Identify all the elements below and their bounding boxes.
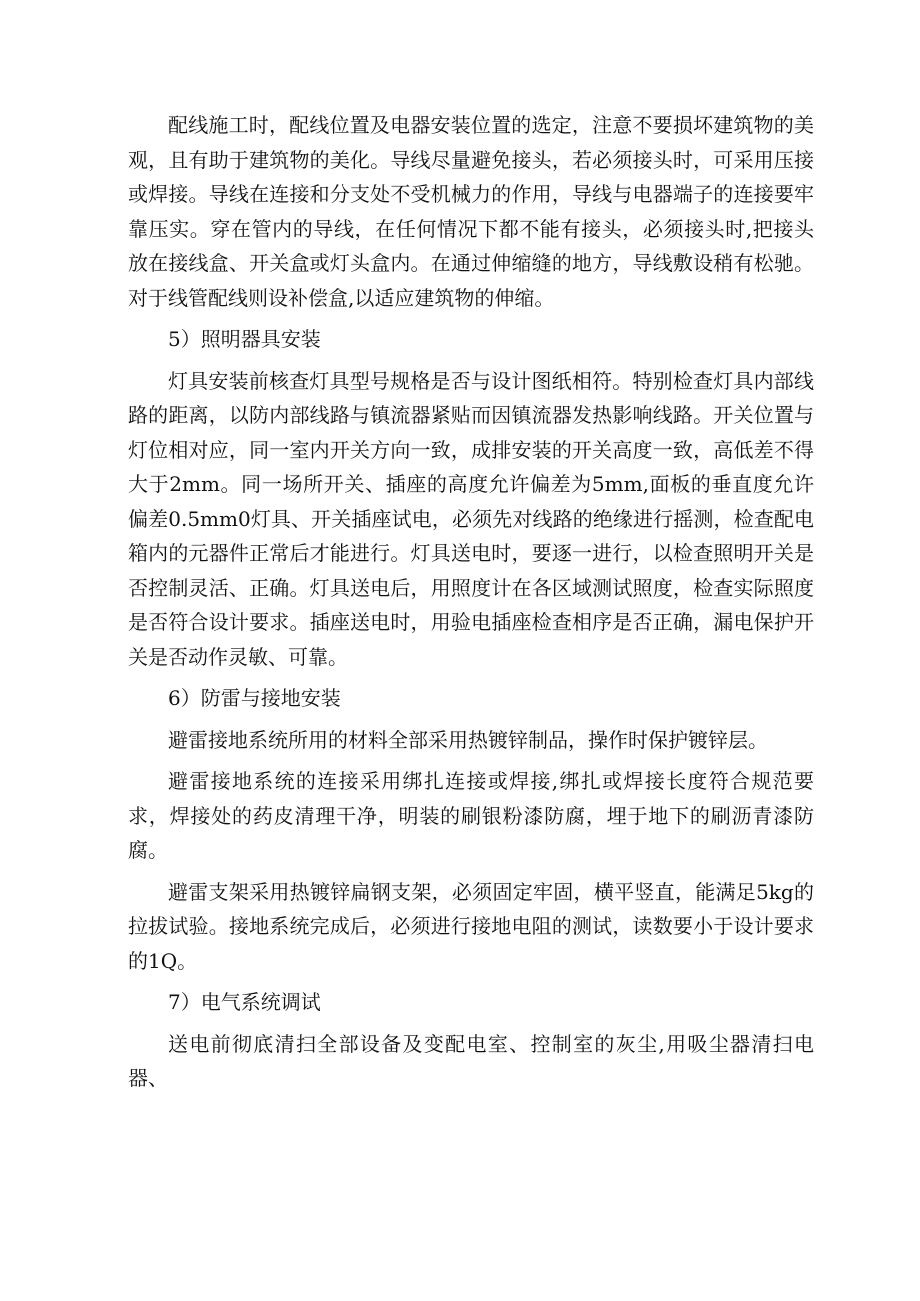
- section-heading-lightning-grounding: 6）防雷与接地安装: [168, 686, 341, 710]
- paragraph-lightning-support: 避雷支架采用热镀锌扁钢支架，必须固定牢固，横平竖直，能满足5kg的拉拔试验。接地系统完成后，必须进行接地电阻的测试，读数要小于设计要求的1Q。: [128, 879, 814, 973]
- paragraph-wiring-construction: 配线施工时，配线位置及电器安装位置的选定，注意不要损坏建筑物的美观，且有助于建筑物的美化。导线尽量避免接头，若必须接头时，可采用压接或焊接。导线在连接和分支处不受机械力的作用，导线与电器端子的连接要牢靠压实。穿在管内的导线，在任何情况下都不能有接头，必须接头时,把接头放在接线盒、开关盒或灯头盒内。在通过伸缩缝的地方，导线敷设稍有松驰。对于线管配线则设补偿盒,以适应建筑物的伸缩。: [128, 113, 814, 310]
- paragraph-pre-energize-cleaning: 送电前彻底清扫全部设备及变配电室、控制室的灰尘,用吸尘器清扫电器、: [128, 1031, 814, 1090]
- section-heading-electrical-debugging: 7）电气系统调试: [168, 990, 321, 1014]
- paragraph-grounding-connection: 避雷接地系统的连接采用绑扎连接或焊接,绑扎或焊接长度符合规范要求，焊接处的药皮清理干净，明装的刷银粉漆防腐，埋于地下的刷沥青漆防腐。: [128, 769, 814, 862]
- section-heading-lighting-installation: 5）照明器具安装: [168, 327, 321, 351]
- document-body: [128, 108, 814, 1103]
- paragraph-grounding-materials: 避雷接地系统所用的材料全部采用热镀锌制品，操作时保护镀锌层。: [168, 727, 768, 752]
- paragraph-lighting-installation: 灯具安装前核查灯具型号规格是否与设计图纸相符。特别检查灯具内部线路的距离，以防内部线路与镇流器紧贴而因镇流器发热影响线路。开关位置与灯位相对应，同一室内开关方向一致，成排安装的开关高度一致，高低差不得大于2mm。同一场所开关、插座的高度允许偏差为5mm,面板的垂直度允许偏差0.5mm0灯具、开关插座试电，必须先对线路的绝缘进行摇测，检查配电箱内的元器件正常后才能进行。灯具送电时，要逐一进行，以检查照明开关是否控制灵活、正确。灯具送电后，用照度计在各区域测试照度，检查实际照度是否符合设计要求。插座送电时，用验电插座检查相序是否正确，漏电保护开关是否动作灵敏、可靠。: [128, 368, 814, 669]
